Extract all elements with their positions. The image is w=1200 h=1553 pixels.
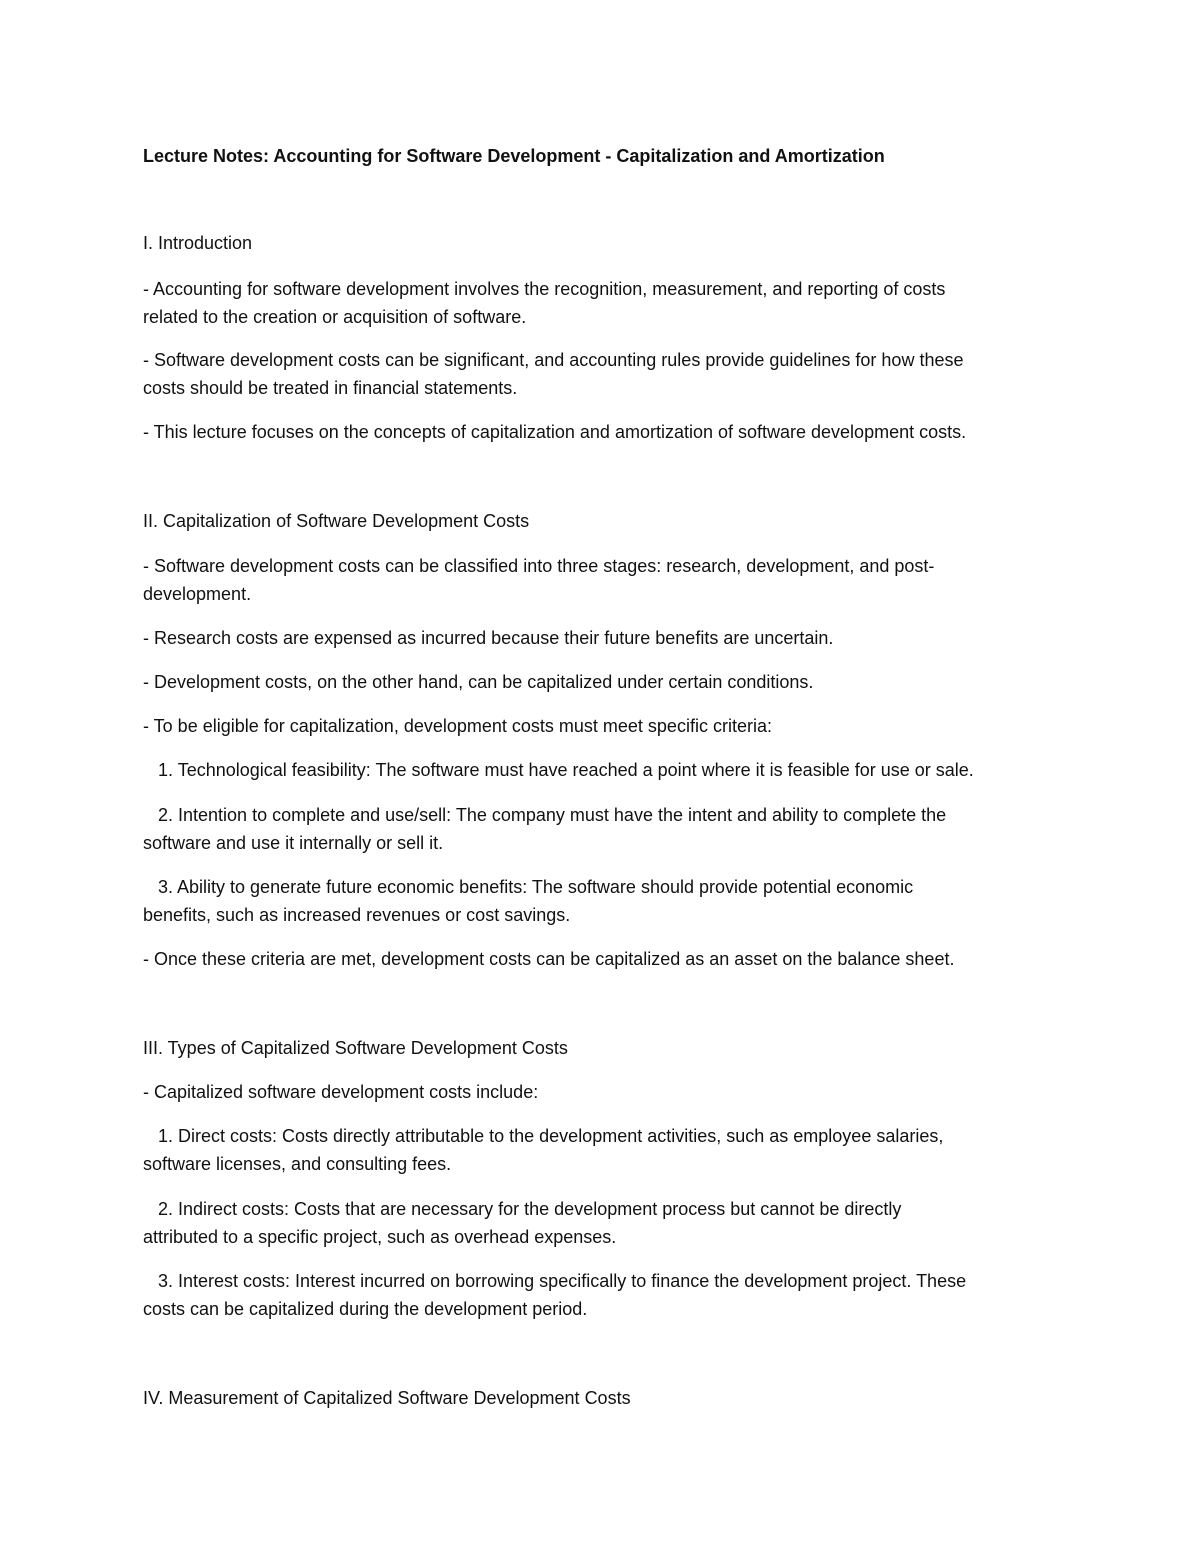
paragraph-line: - To be eligible for capitalization, development costs must meet specific criteria: bbox=[143, 716, 772, 736]
section-heading-capitalization: II. Capitalization of Software Development Costs bbox=[143, 511, 530, 531]
cost-type-item: 2. Indirect costs: Costs that are necessary for the development process but cannot be directly bbox=[158, 1199, 902, 1219]
paragraph-line: - Software development costs can be classified into three stages: research, development, and post- bbox=[143, 556, 935, 576]
paragraph-line: costs should be treated in financial statements. bbox=[143, 378, 518, 398]
paragraph-line: - This lecture focuses on the concepts of capitalization and amortization of software development costs. bbox=[143, 422, 967, 442]
paragraph-line: development. bbox=[143, 584, 252, 604]
cost-type-item: 1. Direct costs: Costs directly attributable to the development activities, such as employee salaries, bbox=[158, 1126, 944, 1146]
paragraph-line: costs can be capitalized during the development period. bbox=[143, 1299, 588, 1319]
document-title: Lecture Notes: Accounting for Software Development - Capitalization and Amortization bbox=[143, 146, 885, 166]
section-heading-introduction: I. Introduction bbox=[143, 233, 253, 253]
paragraph-line: benefits, such as increased revenues or cost savings. bbox=[143, 905, 571, 925]
paragraph-line: attributed to a specific project, such as overhead expenses. bbox=[143, 1227, 617, 1247]
paragraph-line: - Software development costs can be significant, and accounting rules provide guidelines for how these bbox=[143, 350, 964, 370]
paragraph-line: software and use it internally or sell it. bbox=[143, 833, 444, 853]
paragraph-line: - Accounting for software development involves the recognition, measurement, and reporting of costs bbox=[143, 279, 946, 299]
criteria-item: 1. Technological feasibility: The software must have reached a point where it is feasible for use or sale. bbox=[158, 760, 974, 780]
section-heading-measurement: IV. Measurement of Capitalized Software Development Costs bbox=[143, 1388, 631, 1408]
paragraph-line: software licenses, and consulting fees. bbox=[143, 1154, 452, 1174]
section-heading-types: III. Types of Capitalized Software Development Costs bbox=[143, 1038, 568, 1058]
criteria-item: 2. Intention to complete and use/sell: The company must have the intent and ability to complete the bbox=[158, 805, 947, 825]
paragraph-line: - Development costs, on the other hand, can be capitalized under certain conditions. bbox=[143, 672, 814, 692]
paragraph-line: - Once these criteria are met, development costs can be capitalized as an asset on the balance sheet. bbox=[143, 949, 955, 969]
paragraph-line: - Capitalized software development costs include: bbox=[143, 1082, 539, 1102]
criteria-item: 3. Ability to generate future economic benefits: The software should provide potential economic bbox=[158, 877, 914, 897]
paragraph-line: - Research costs are expensed as incurred because their future benefits are uncertain. bbox=[143, 628, 834, 648]
cost-type-item: 3. Interest costs: Interest incurred on borrowing specifically to finance the development project. These bbox=[158, 1271, 967, 1291]
paragraph-line: related to the creation or acquisition of software. bbox=[143, 307, 527, 327]
